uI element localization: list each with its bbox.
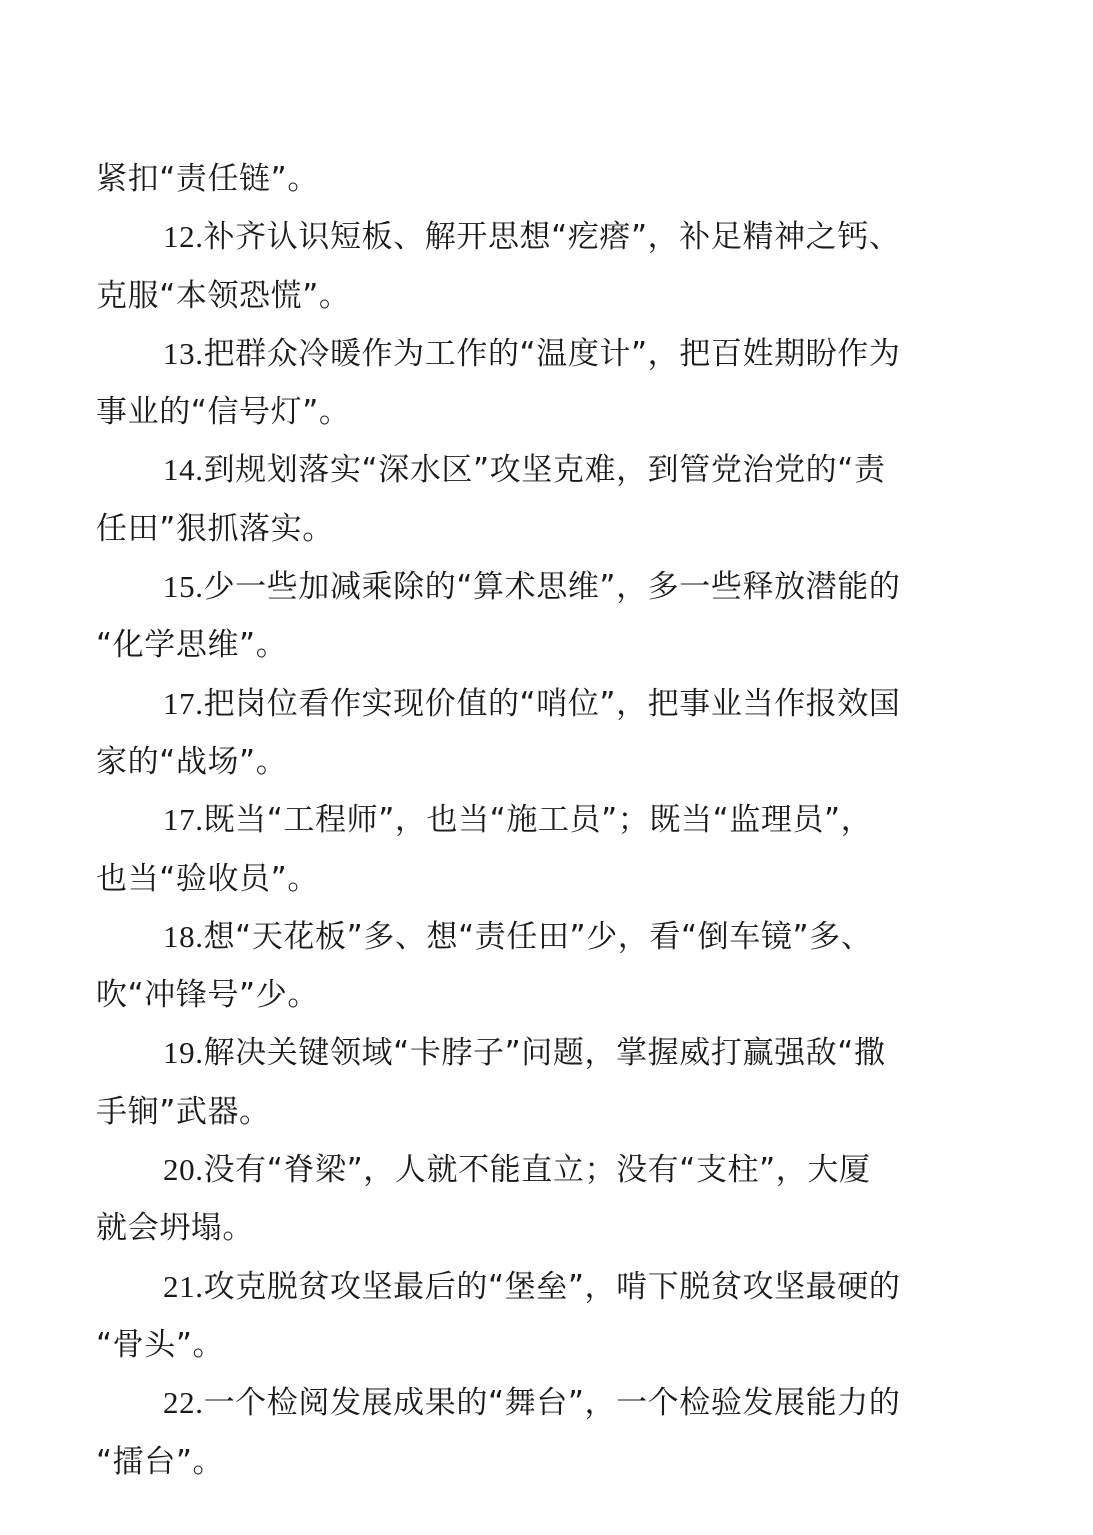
text-line: “骨头”。	[96, 1326, 225, 1363]
document-page	[96, 150, 1026, 1491]
list-item-12: 12.补齐认识短板、解开思想“疙瘩”，补足精神之钙、	[163, 219, 901, 256]
text-line: 紧扣“责任链”。	[96, 161, 319, 197]
list-item-17a: 17.把岗位看作实现价值的“哨位”，把事业当作报效国	[163, 685, 901, 722]
text-line: 事业的“信号灯”。	[96, 394, 351, 431]
list-item-15: 15.少一些加减乘除的“算术思维”，多一些释放潜能的	[163, 569, 901, 606]
text-line: 吹“冲锋号”少。	[96, 977, 319, 1014]
list-item-13: 13.把群众冷暖作为工作的“温度计”，把百姓期盼作为	[163, 335, 901, 372]
text-line: “擂台”。	[96, 1443, 225, 1480]
list-item-14: 14.到规划落实“深水区”攻坚克难，到管党治党的“责	[163, 452, 886, 489]
text-line: 就会坍塌。	[96, 1210, 254, 1247]
text-line: “化学思维”。	[96, 627, 288, 664]
list-item-17b: 17.既当“工程师”，也当“施工员”；既当“监理员”，	[163, 802, 873, 839]
text-line: 任田”狠抓落实。	[96, 510, 334, 547]
list-item-19: 19.解决关键领域“卡脖子”问题，掌握威打赢强敌“撒	[163, 1035, 886, 1072]
text-line: 手锏”武器。	[96, 1093, 271, 1130]
list-item-21: 21.攻克脱贫攻坚最后的“堡垒”，啃下脱贫攻坚最硬的	[163, 1268, 901, 1305]
list-item-18: 18.想“天花板”多、想“责任田”少，看“倒车镜”多、	[163, 918, 873, 955]
list-item-22: 22.一个检阅发展成果的“舞台”，一个检验发展能力的	[163, 1385, 901, 1422]
text-line: 也当“验收员”。	[96, 860, 319, 897]
text-line: 家的“战场”。	[96, 743, 288, 780]
list-item-20: 20.没有“脊梁”，人就不能直立；没有“支柱”，大厦	[163, 1152, 871, 1189]
text-line: 克服“本领恐慌”。	[96, 277, 351, 314]
